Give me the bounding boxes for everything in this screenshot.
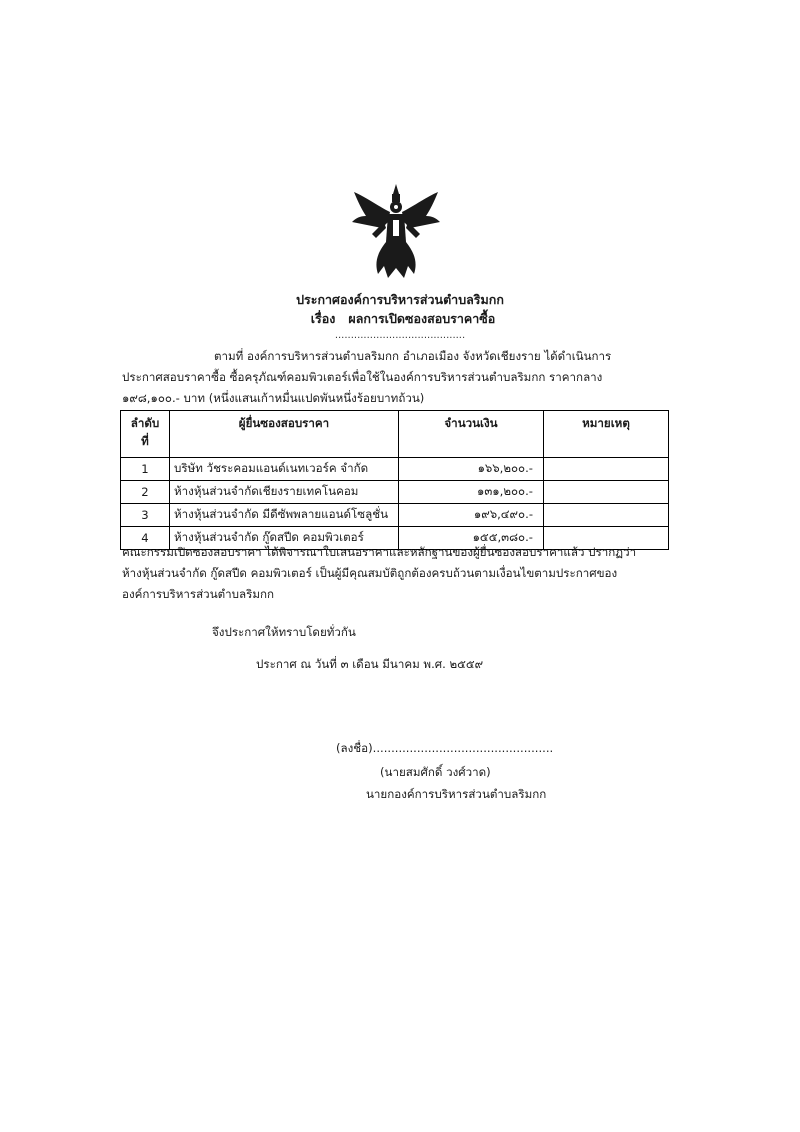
row-bidder: ห้างหุ้นส่วนจำกัด กู๊ดสปีด คอมพิวเตอร์ <box>170 527 399 550</box>
garuda-emblem-icon <box>348 182 444 282</box>
document-header <box>0 290 800 342</box>
row-note <box>544 458 669 481</box>
row-no: 3 <box>121 504 170 527</box>
column-header-no: ลำดับ ที่ <box>121 411 170 458</box>
row-no: 4 <box>121 527 170 550</box>
header-dotted-rule: ......................................... <box>334 330 466 341</box>
signature-line: (ลงชื่อ)................................................. <box>336 741 554 755</box>
signatory-name: (นายสมศักดิ์ วงศ์วาด) <box>380 765 491 779</box>
document-subject <box>0 309 800 328</box>
subject-label: เรื่อง <box>310 311 336 326</box>
row-bidder: ห้างหุ้นส่วนจำกัด มีดีซัพพลายแอนด์โซลูชั่น <box>170 504 399 527</box>
result-line-2: ห้างหุ้นส่วนจำกัด กู๊ดสปีด คอมพิวเตอร์ เป็นผู้มีคุณสมบัติถูกต้องครบถ้วนตามเงื่อนไขตามประกาศของ <box>122 566 618 580</box>
announcement-text: จึงประกาศให้ทราบโดยทั่วกัน <box>212 625 356 639</box>
table-row <box>121 504 669 527</box>
document-title: ประกาศองค์การบริหารส่วนตำบลริมกก <box>296 292 504 307</box>
result-paragraph <box>122 542 670 605</box>
row-amount: ๑๙๖,๔๙๐.- <box>399 504 544 527</box>
table-row <box>121 458 669 481</box>
row-note <box>544 504 669 527</box>
row-amount: ๑๖๖,๒๐๐.- <box>399 458 544 481</box>
row-bidder: ห้างหุ้นส่วนจำกัดเชียงรายเทคโนคอม <box>170 481 399 504</box>
row-note <box>544 481 669 504</box>
announcement-date: ประกาศ ณ วันที่ ๓ เดือน มีนาคม พ.ศ. ๒๕๕๙ <box>256 657 484 671</box>
table-row <box>121 481 669 504</box>
column-header-amount: จำนวนเงิน <box>399 411 544 458</box>
intro-line-2: ประกาศสอบราคาซื้อ ซื้อครุภัณฑ์คอมพิวเตอร์เพื่อใช้ในองค์การบริหารส่วนตำบลริมกก ราคากลาง <box>122 370 603 384</box>
row-no: 1 <box>121 458 170 481</box>
bid-results-table <box>120 410 669 550</box>
intro-paragraph <box>122 346 670 409</box>
result-line-3: องค์การบริหารส่วนตำบลริมกก <box>122 587 275 601</box>
intro-line-3: ๑๙๘,๑๐๐.- บาท (หนึ่งแสนเก้าหมื่นแปดพันหนึ่งร้อยบาทถ้วน) <box>122 391 425 405</box>
row-no: 2 <box>121 481 170 504</box>
intro-line-1: ตามที่ องค์การบริหารส่วนตำบลริมกก อำเภอเมือง จังหวัดเชียงราย ได้ดำเนินการ <box>214 349 612 363</box>
subject-text: ผลการเปิดซองสอบราคาซื้อ <box>348 311 496 326</box>
row-amount: ๑๕๕,๓๘๐.- <box>399 527 544 550</box>
row-amount: ๑๓๑,๒๐๐.- <box>399 481 544 504</box>
row-bidder: บริษัท วัชระคอมแอนด์เนทเวอร์ค จำกัด <box>170 458 399 481</box>
column-header-note: หมายเหตุ <box>544 411 669 458</box>
signatory-position: นายกองค์การบริหารส่วนตำบลริมกก <box>366 787 547 801</box>
column-header-bidder: ผู้ยื่นซองสอบราคา <box>170 411 399 458</box>
table-header-row <box>121 411 669 458</box>
result-line-1: คณะกรรมเปิดซองสอบราคา ได้พิจารณาใบเสนอราคาและหลักฐานของผู้ยื่นซองสอบราคาแล้ว ปรากฏว่า <box>122 545 637 559</box>
